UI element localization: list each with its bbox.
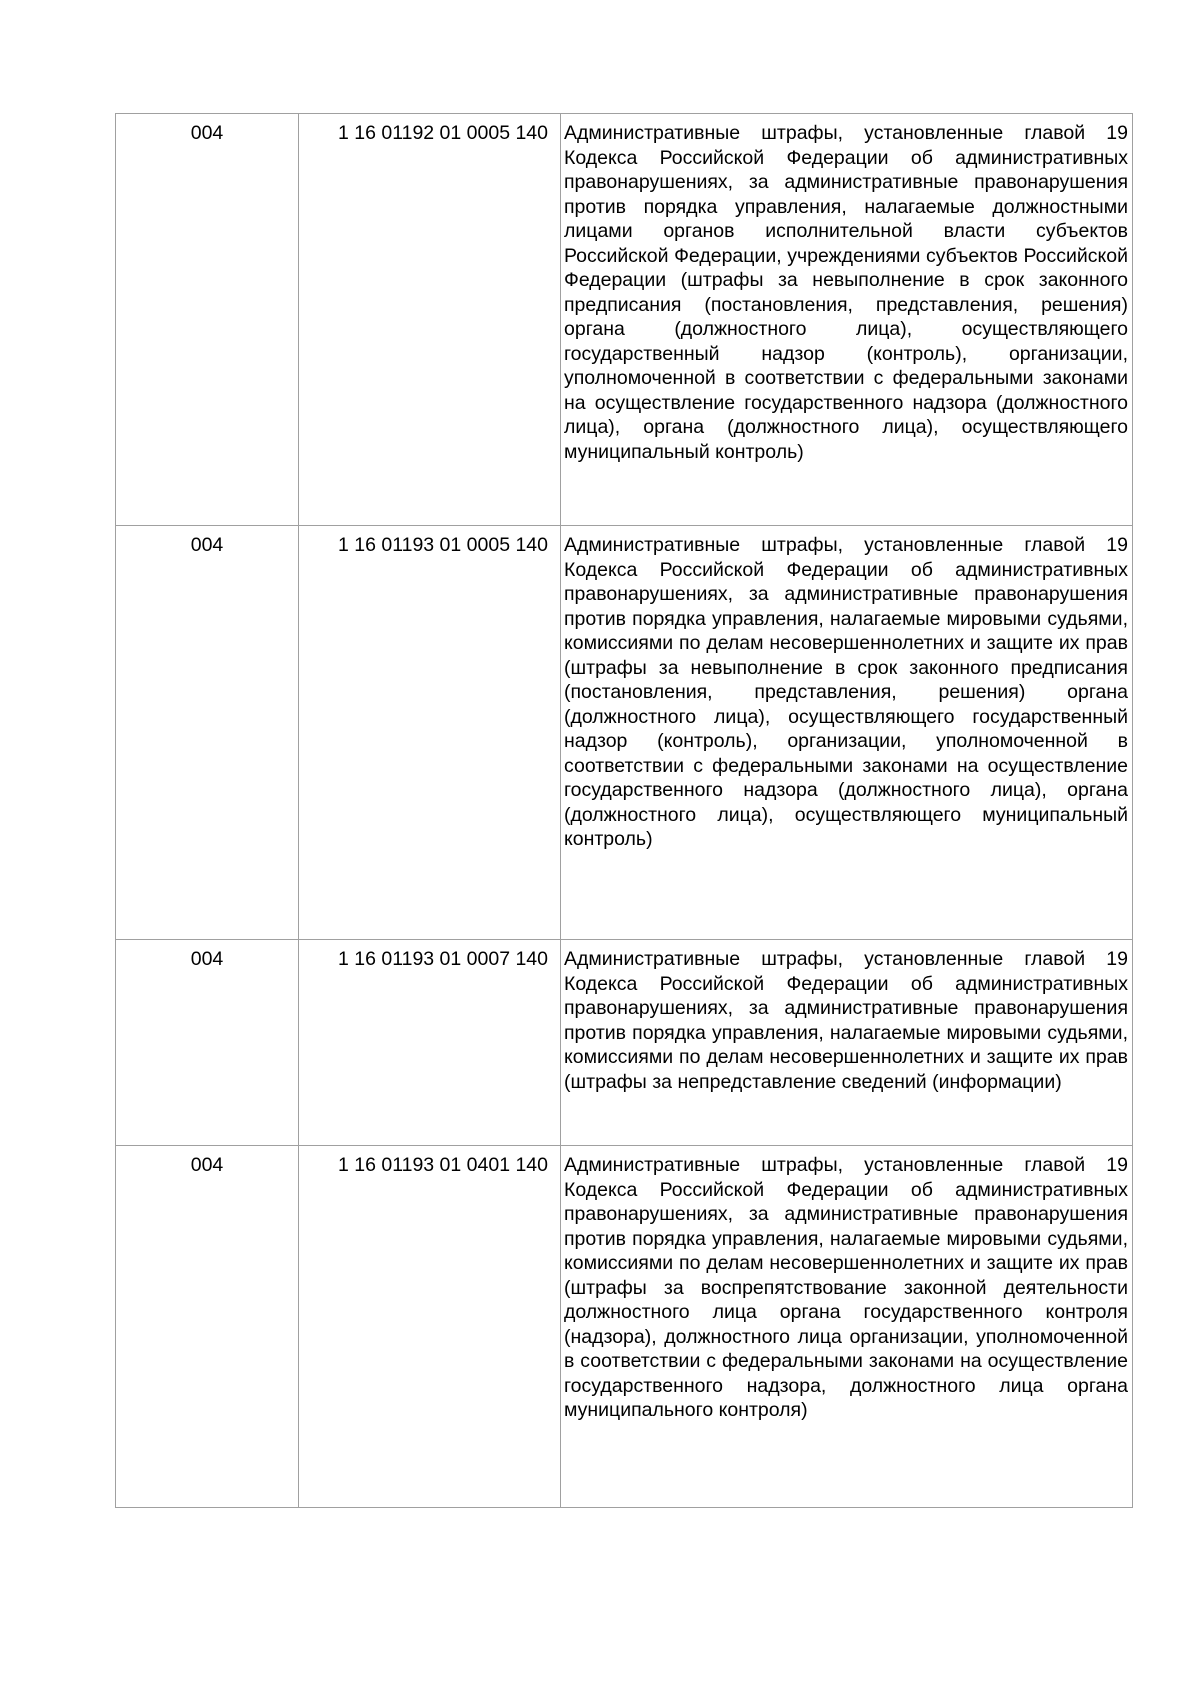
admin-code-cell: 004 [116, 114, 299, 526]
table-row [116, 1146, 1133, 1508]
table-row [116, 526, 1133, 940]
description-cell: Административные штрафы, установленные главой 19 Кодекса Российской Федерации об административных правонарушениях, за административные правонарушения против порядка управления, налагаемые мировыми судьями, комиссиями по делам несовершеннолетних и защите их прав (штрафы за непредставление сведений (информации) [561, 940, 1133, 1146]
kbk-table [115, 113, 1133, 1508]
kbk-cell: 1 16 01192 01 0005 140 [299, 114, 561, 526]
kbk-cell: 1 16 01193 01 0007 140 [299, 940, 561, 1146]
description-cell: Административные штрафы, установленные главой 19 Кодекса Российской Федерации об административных правонарушениях, за административные правонарушения против порядка управления, налагаемые мировыми судьями, комиссиями по делам несовершеннолетних и защите их прав (штрафы за невыполнение в срок законного предписания (постановления, представления, решения) органа (должностного лица), осуществляющего государственный надзор (контроль), организации, уполномоченной в соответствии с федеральными законами на осуществление государственного надзора (должностного лица), органа (должностного лица), осуществляющего муниципальный контроль) [561, 526, 1133, 940]
admin-code-cell: 004 [116, 526, 299, 940]
admin-code-cell: 004 [116, 940, 299, 1146]
table-row [116, 940, 1133, 1146]
admin-code-cell: 004 [116, 1146, 299, 1508]
table-row [116, 114, 1133, 526]
description-cell: Административные штрафы, установленные главой 19 Кодекса Российской Федерации об административных правонарушениях, за административные правонарушения против порядка управления, налагаемые мировыми судьями, комиссиями по делам несовершеннолетних и защите их прав (штрафы за воспрепятствование законной деятельности должностного лица органа государственного контроля (надзора), должностного лица организации, уполномоченной в соответствии с федеральными законами на осуществление государственного надзора, должностного лица органа муниципального контроля) [561, 1146, 1133, 1508]
kbk-cell: 1 16 01193 01 0005 140 [299, 526, 561, 940]
description-cell: Административные штрафы, установленные главой 19 Кодекса Российской Федерации об административных правонарушениях, за административные правонарушения против порядка управления, налагаемые должностными лицами органов исполнительной власти субъектов Российской Федерации, учреждениями субъектов Российской Федерации (штрафы за невыполнение в срок законного предписания (постановления, представления, решения) органа (должностного лица), осуществляющего государственный надзор (контроль), организации, уполномоченной в соответствии с федеральными законами на осуществление государственного надзора (должностного лица), органа (должностного лица), осуществляющего муниципальный контроль) [561, 114, 1133, 526]
kbk-cell: 1 16 01193 01 0401 140 [299, 1146, 561, 1508]
